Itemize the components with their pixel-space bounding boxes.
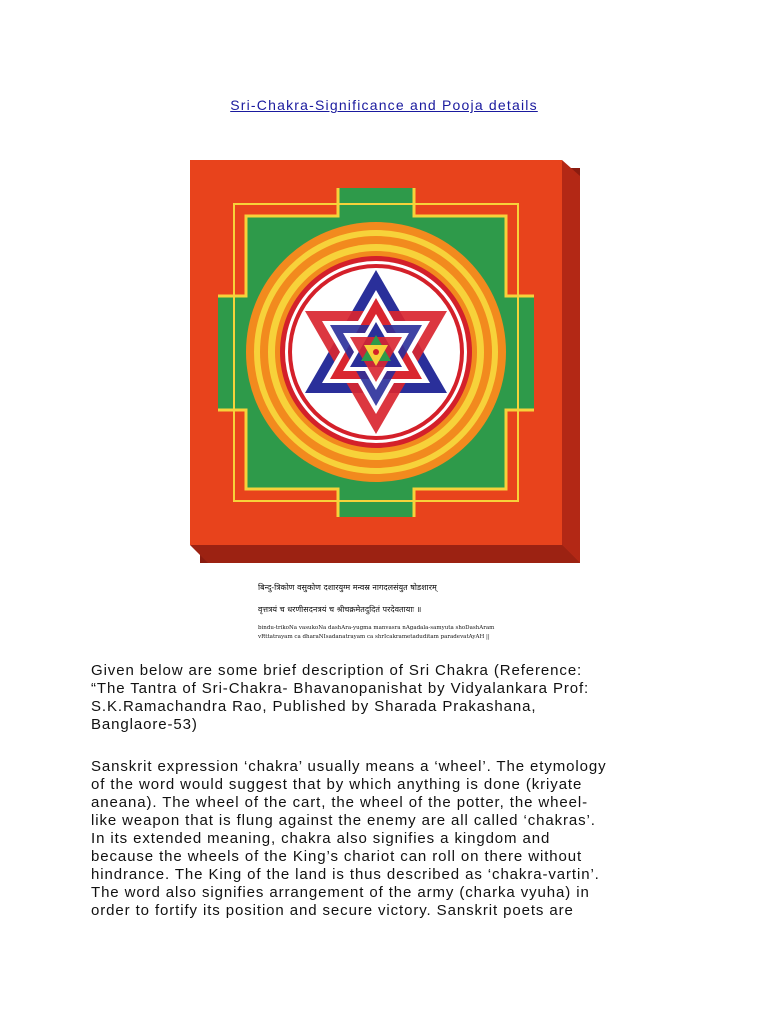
frame-bevel-bottom <box>190 545 580 563</box>
paragraph-line: The word also signifies arrangement of the army (charka vyuha) in <box>91 884 590 901</box>
paragraph-line: Given below are some brief description of Sri Chakra (Reference: <box>91 662 583 679</box>
sri-chakra-image <box>190 160 580 563</box>
sloka-transliteration-line-1: bindu-trikoNa vasukoNa dashAra-yugma manvasra nAgadala-samyuta shoDashAram <box>258 625 495 631</box>
paragraph-line: because the wheels of the King’s chariot can roll on there without <box>91 848 583 865</box>
paragraph-line: S.K.Ramachandra Rao, Published by Sharada Prakashana, <box>91 698 537 715</box>
paragraph-line: of the word would suggest that by which anything is done (kriyate <box>91 776 583 793</box>
document-title[interactable]: Sri-Chakra-Significance and Pooja details <box>230 97 538 113</box>
frame-bevel-right <box>562 160 580 563</box>
paragraph-line: “The Tantra of Sri-Chakra- Bhavanopanishat by Vidyalankara Prof: <box>91 680 590 697</box>
sloka-devanagari-line-2: वृत्तत्रयं च धरणीसदनत्रयं च श्रीचक्रमेतदुदितं परदेवतायाः ॥ <box>258 605 422 614</box>
sloka-devanagari-line-1: बिन्दु-त्रिकोण वसुकोण दशारयुग्म मन्वस्र नागदलसंयुत षोडशारम् <box>258 583 437 592</box>
paragraph-line: aneana). The wheel of the cart, the wheel of the potter, the wheel- <box>91 794 588 811</box>
paragraph-line: like weapon that is flung against the enemy are all called ‘chakras’. <box>91 812 596 829</box>
sloka-transliteration-line-2: vRttatrayam ca dharaNIsadanatrayam ca shrIcakrametaduditam paradevatAyAH || <box>258 634 490 640</box>
reference-paragraph <box>91 662 691 734</box>
paragraph-line: Banglaore-53) <box>91 716 198 733</box>
etymology-paragraph <box>91 758 691 920</box>
paragraph-line: hindrance. The King of the land is thus described as ‘chakra-vartin’. <box>91 866 600 883</box>
paragraph-line: Sanskrit expression ‘chakra’ usually means a ‘wheel’. The etymology <box>91 758 607 775</box>
paragraph-line: order to fortify its position and secure victory. Sanskrit poets are <box>91 902 574 919</box>
paragraph-line: In its extended meaning, chakra also signifies a kingdom and <box>91 830 551 847</box>
